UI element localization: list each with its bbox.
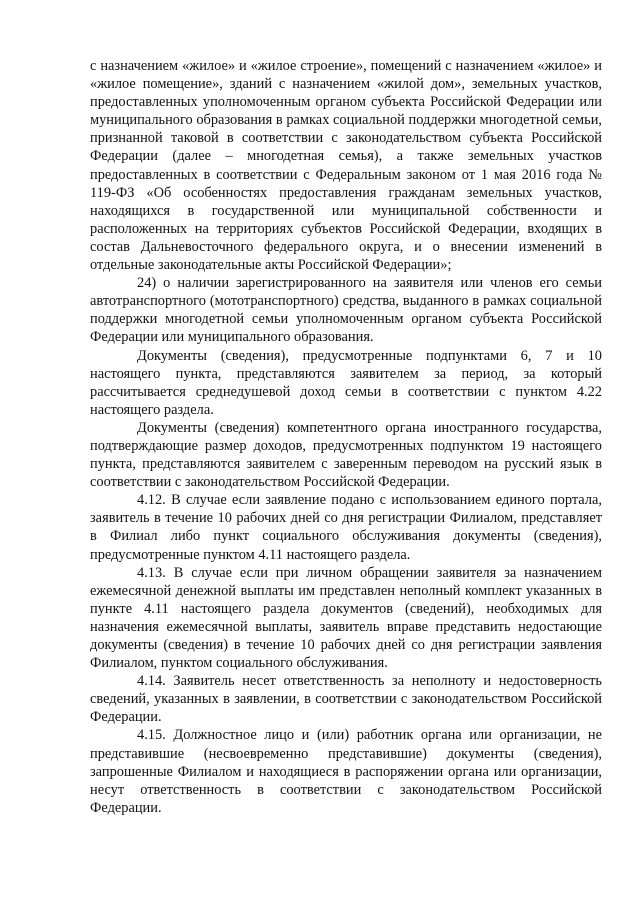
paragraph-4-15: 4.15. Должностное лицо и (или) работник органа или организации, не представившие (несвоевременно представившие) документы (сведения), запрошенные Филиалом и находящиеся в распоряжении органа или организации, несут ответственность в соответствии с законодательством Российской Федерации. (90, 727, 602, 816)
paragraph-foreign-documents: Документы (сведения) компетентного органа иностранного государства, подтверждающие размер доходов, предусмотренных подпунктом 19 настоящего пункта, представляются заявителем с заверенным переводом на русский язык в соответствии с законодательством Российской Федерации. (90, 419, 602, 491)
paragraph-continuation: с назначением «жилое» и «жилое строение», помещений с назначением «жилое» и «жилое помещение», зданий с назначением «жилой дом», земельных участков, предоставленных уполномоченным органом субъекта Российской Федерации или муниципального образования в рамках социальной поддержки многодетной семьи, признанной таковой в соответствии с законодательством субъекта Российской Федерации (далее – многодетная семья), а также земельных участков предоставленных в соответствии с Федеральным законом от 1 мая 2016 года № 119-ФЗ «Об особенностях предоставления гражданам земельных участков, находящихся в государственной или муниципальной собственности и расположенных на территориях субъектов Российской Федерации, входящих в состав Дальневосточного федерального округа, и о внесении изменений в отдельные законодательные акты Российской Федерации»; (90, 58, 602, 274)
document-page (90, 57, 602, 817)
paragraph-4-13: 4.13. В случае если при личном обращении заявителя за назначением ежемесячной денежной выплаты им представлен неполный комплект указанных в пункте 4.11 настоящего раздела документов (сведений), необходимых для назначения ежемесячной выплаты, заявитель вправе представить недостающие документы (сведения) в течение 10 рабочих дней со дня регистрации заявления Филиалом, пунктом социального обслуживания. (90, 564, 602, 672)
paragraph-item-24: 24) о наличии зарегистрированного на заявителя или членов его семьи автотранспортного (мототранспортного) средства, выданного в рамках социальной поддержки многодетной семьи уполномоченным органом субъекта Российской Федерации или муниципального образования. (90, 275, 602, 346)
paragraph-4-12: 4.12. В случае если заявление подано с использованием единого портала, заявитель в течение 10 рабочих дней со дня регистрации Филиалом, представляет в Филиал либо пункт социального обслуживания документы (сведения), предусмотренные пунктом 4.11 настоящего раздела. (90, 492, 602, 563)
paragraph-4-14: 4.14. Заявитель несет ответственность за неполноту и недостоверность сведений, указанных в заявлении, в соответствии с законодательством Российской Федерации. (90, 673, 602, 726)
paragraph-income-period: Документы (сведения), предусмотренные подпунктами 6, 7 и 10 настоящего пункта, представляются заявителем за период, за который рассчитывается среднедушевой доход семьи в соответствии с пунктом 4.22 настоящего раздела. (90, 347, 602, 418)
